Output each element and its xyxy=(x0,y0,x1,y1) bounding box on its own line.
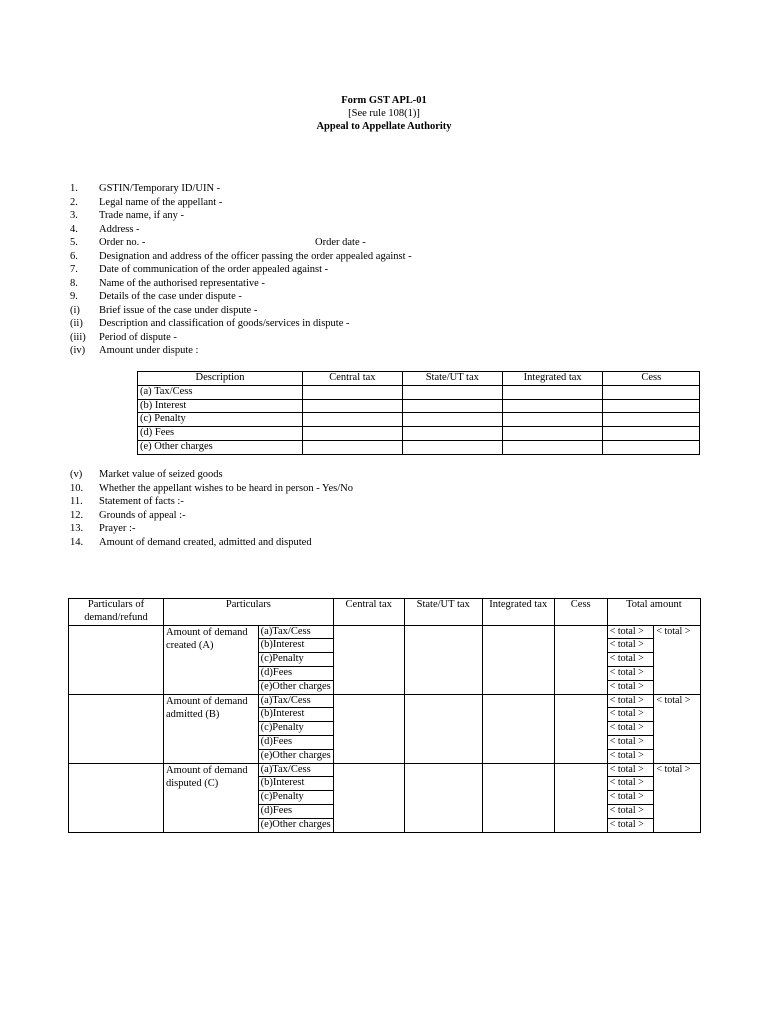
order-date-label: Order date - xyxy=(315,237,366,248)
table-row xyxy=(138,385,700,399)
table-row xyxy=(138,399,700,413)
column-header: Central tax xyxy=(333,599,404,626)
form-item xyxy=(70,495,353,509)
column-header: State/UT tax xyxy=(404,599,482,626)
column-header: Cess xyxy=(554,599,607,626)
form-item xyxy=(70,304,412,318)
form-item xyxy=(70,250,412,264)
item-text: Name of the authorised representative - xyxy=(99,277,265,289)
table-cell[interactable] xyxy=(482,763,554,832)
item-text: Address - xyxy=(99,223,140,235)
item-number: 6. xyxy=(70,250,78,262)
item-number: 2. xyxy=(70,196,78,208)
row-label: (b) Interest xyxy=(138,399,303,413)
table-cell[interactable] xyxy=(303,413,403,427)
table-cell[interactable] xyxy=(333,763,404,832)
subrow-label: (a)Tax/Cess xyxy=(258,763,333,777)
total-cell: < total > xyxy=(607,694,654,708)
item-text: Order no. - xyxy=(99,237,146,248)
form-item xyxy=(70,509,353,523)
column-header: Total amount xyxy=(607,599,700,626)
table-cell[interactable] xyxy=(402,440,502,454)
group-total-cell: < total > xyxy=(654,694,701,763)
total-cell: < total > xyxy=(607,763,654,777)
table-cell[interactable] xyxy=(333,625,404,694)
row-label: (c) Penalty xyxy=(138,413,303,427)
total-cell: < total > xyxy=(607,666,654,680)
table-cell[interactable] xyxy=(402,413,502,427)
item-number: (i) xyxy=(70,304,80,316)
group-total-cell: < total > xyxy=(654,625,701,694)
table-cell[interactable] xyxy=(603,385,700,399)
form-item xyxy=(70,468,353,482)
form-item xyxy=(70,223,412,237)
item-number: 7. xyxy=(70,264,78,275)
column-header: Cess xyxy=(603,372,700,386)
item-text: Description and classification of goods/services in dispute - xyxy=(99,318,350,329)
table-cell[interactable] xyxy=(404,694,482,763)
form-items-list xyxy=(70,182,412,358)
item-number: (iii) xyxy=(70,331,86,343)
column-header: Integrated tax xyxy=(502,372,603,386)
total-cell: < total > xyxy=(607,653,654,667)
table-cell[interactable] xyxy=(603,399,700,413)
table-cell[interactable] xyxy=(482,694,554,763)
form-item xyxy=(70,182,412,196)
form-item xyxy=(70,290,412,304)
table-cell[interactable] xyxy=(502,399,603,413)
table-cell[interactable] xyxy=(404,763,482,832)
total-cell: < total > xyxy=(607,680,654,694)
table-cell[interactable] xyxy=(303,385,403,399)
group-label: Amount of demand admitted (B) xyxy=(164,694,259,763)
item-number: (ii) xyxy=(70,318,83,329)
item-number: (iv) xyxy=(70,345,86,356)
table-cell[interactable] xyxy=(603,413,700,427)
table-row xyxy=(69,625,701,639)
item-number: 12. xyxy=(70,509,84,521)
demand-table xyxy=(68,598,701,833)
table-row xyxy=(138,440,700,454)
item-number: 11. xyxy=(70,496,83,507)
table-cell[interactable] xyxy=(303,440,403,454)
item-number: 14. xyxy=(70,536,84,548)
form-item xyxy=(70,317,412,331)
column-header: Particulars of demand/refund xyxy=(69,599,164,626)
item-text: Brief issue of the case under dispute - xyxy=(99,304,258,316)
item-number: 10. xyxy=(70,482,84,494)
table-cell[interactable] xyxy=(333,694,404,763)
column-header: Central tax xyxy=(303,372,403,386)
amount-under-dispute-table xyxy=(137,371,700,455)
total-cell: < total > xyxy=(607,722,654,736)
table-cell[interactable] xyxy=(603,440,700,454)
table-cell[interactable] xyxy=(482,625,554,694)
group-total-cell: < total > xyxy=(654,763,701,832)
item-text: Prayer :- xyxy=(99,523,136,534)
item-text: Designation and address of the officer passing the order appealed against - xyxy=(99,250,412,262)
item-text: Whether the appellant wishes to be heard in person - Yes/No xyxy=(99,482,353,494)
subrow-label: (c)Penalty xyxy=(258,722,333,736)
row-label: (d) Fees xyxy=(138,427,303,441)
item-number: 8. xyxy=(70,277,78,289)
item-text: Amount under dispute : xyxy=(99,345,199,356)
form-item xyxy=(70,482,353,496)
form-item xyxy=(70,344,412,358)
table-cell[interactable] xyxy=(502,440,603,454)
particulars-cell[interactable] xyxy=(69,763,164,832)
subrow-label: (b)Interest xyxy=(258,708,333,722)
total-cell: < total > xyxy=(607,708,654,722)
column-header: State/UT tax xyxy=(402,372,502,386)
form-title: Form GST APL-01 xyxy=(341,95,427,106)
form-item xyxy=(70,331,412,345)
table-cell[interactable] xyxy=(402,385,502,399)
table-cell[interactable] xyxy=(603,427,700,441)
row-label: (a) Tax/Cess xyxy=(138,385,303,399)
row-label: (e) Other charges xyxy=(138,440,303,454)
item-text: Amount of demand created, admitted and disputed xyxy=(99,536,312,548)
item-number: 9. xyxy=(70,291,78,302)
total-cell: < total > xyxy=(607,804,654,818)
form-item xyxy=(70,536,353,550)
subrow-label: (a)Tax/Cess xyxy=(258,694,333,708)
item-text: Market value of seized goods xyxy=(99,469,223,480)
table-row xyxy=(69,763,701,777)
item-number: 13. xyxy=(70,523,84,534)
rule-reference: [See rule 108(1)] xyxy=(348,108,420,119)
column-header: Description xyxy=(138,372,303,386)
item-text: Details of the case under dispute - xyxy=(99,291,242,302)
form-item xyxy=(70,522,353,536)
particulars-cell[interactable] xyxy=(69,625,164,694)
form-subtitle: Appeal to Appellate Authority xyxy=(316,121,452,132)
table-cell[interactable] xyxy=(554,625,607,694)
item-text: Period of dispute - xyxy=(99,331,177,343)
item-text: Grounds of appeal :- xyxy=(99,509,186,521)
form-item xyxy=(70,209,412,223)
item-text: Date of communication of the order appealed against - xyxy=(99,264,329,275)
total-cell: < total > xyxy=(607,777,654,791)
total-cell: < total > xyxy=(607,639,654,653)
form-items-list-2 xyxy=(70,468,353,549)
column-header: Integrated tax xyxy=(482,599,554,626)
table-cell[interactable] xyxy=(303,399,403,413)
table-cell[interactable] xyxy=(404,625,482,694)
item-text: Legal name of the appellant - xyxy=(99,196,223,208)
item-text: Trade name, if any - xyxy=(99,210,185,221)
subrow-label: (e)Other charges xyxy=(258,680,333,694)
total-cell: < total > xyxy=(607,625,654,639)
subrow-label: (b)Interest xyxy=(258,639,333,653)
group-label: Amount of demand disputed (C) xyxy=(164,763,259,832)
form-item xyxy=(70,277,412,291)
group-label: Amount of demand created (A) xyxy=(164,625,259,694)
subrow-label: (c)Penalty xyxy=(258,791,333,805)
total-cell: < total > xyxy=(607,749,654,763)
particulars-cell[interactable] xyxy=(69,694,164,763)
table-cell[interactable] xyxy=(502,385,603,399)
subrow-label: (d)Fees xyxy=(258,666,333,680)
table-row xyxy=(69,694,701,708)
subrow-label: (d)Fees xyxy=(258,804,333,818)
item-text: Statement of facts :- xyxy=(99,496,184,507)
total-cell: < total > xyxy=(607,735,654,749)
table-cell[interactable] xyxy=(402,427,502,441)
item-number: 3. xyxy=(70,210,78,221)
item-number: 5. xyxy=(70,237,78,248)
subrow-label: (e)Other charges xyxy=(258,818,333,832)
subrow-label: (d)Fees xyxy=(258,735,333,749)
subrow-label: (e)Other charges xyxy=(258,749,333,763)
subrow-label: (b)Interest xyxy=(258,777,333,791)
table-cell[interactable] xyxy=(554,694,607,763)
form-item xyxy=(70,263,412,277)
total-cell: < total > xyxy=(607,791,654,805)
item-number: 1. xyxy=(70,183,78,194)
table-row xyxy=(138,413,700,427)
form-item xyxy=(70,236,412,250)
item-number: (v) xyxy=(70,469,83,480)
total-cell: < total > xyxy=(607,818,654,832)
subrow-label: (c)Penalty xyxy=(258,653,333,667)
table-cell[interactable] xyxy=(554,763,607,832)
item-text: GSTIN/Temporary ID/UIN - xyxy=(99,183,221,194)
subrow-label: (a)Tax/Cess xyxy=(258,625,333,639)
form-item xyxy=(70,196,412,210)
table-cell[interactable] xyxy=(402,399,502,413)
column-header: Particulars xyxy=(164,599,334,626)
table-cell[interactable] xyxy=(303,427,403,441)
table-row xyxy=(138,427,700,441)
table-cell[interactable] xyxy=(502,427,603,441)
table-cell[interactable] xyxy=(502,413,603,427)
item-number: 4. xyxy=(70,223,78,235)
